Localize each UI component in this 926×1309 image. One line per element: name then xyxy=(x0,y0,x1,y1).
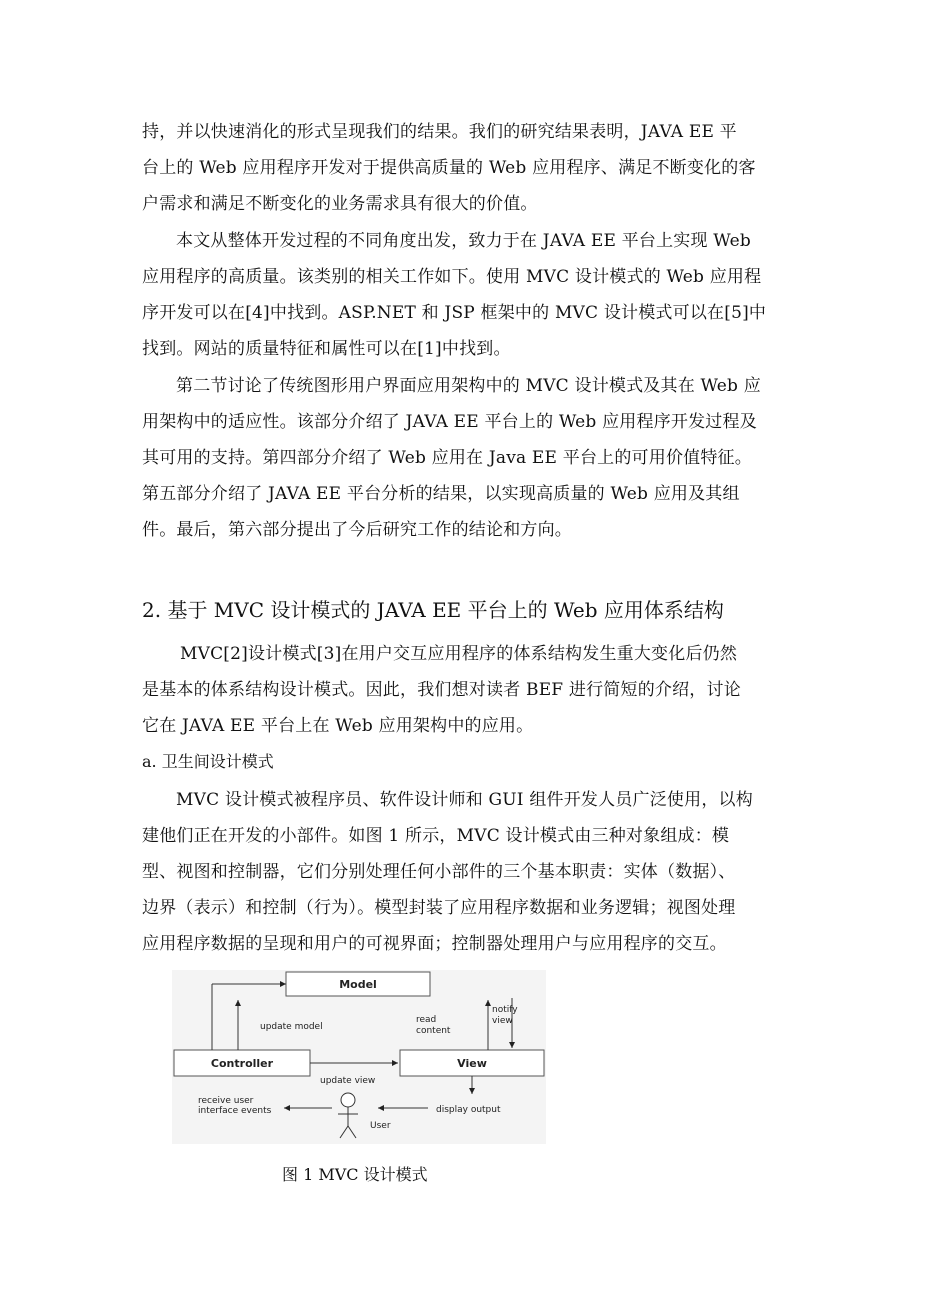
paragraph-3-line-5: 件。最后，第六部分提出了今后研究工作的结论和方向。 xyxy=(142,520,572,540)
section-paragraph-line-2: 是基本的体系结构设计模式。因此，我们想对读者 BEF 进行简短的介绍，讨论 xyxy=(142,680,741,700)
subsection-paragraph-line-1: MVC 设计模式被程序员、软件设计师和 GUI 组件开发人员广泛使用，以构 xyxy=(176,790,753,810)
subsection-paragraph-line-3: 型、视图和控制器，它们分别处理任何小部件的三个基本职责：实体（数据）、 xyxy=(142,862,736,882)
section-paragraph-line-3: 它在 JAVA EE 平台上在 Web 应用架构中的应用。 xyxy=(142,716,534,736)
receive-events-label-2: interface events xyxy=(198,1106,272,1116)
mvc-diagram xyxy=(172,970,546,1144)
read-content-label-1: read xyxy=(416,1015,437,1025)
read-content-label-2: content xyxy=(416,1026,451,1036)
paragraph-2-line-3: 序开发可以在[4]中找到。ASP.NET 和 JSP 框架中的 MVC 设计模式可以在[5]中 xyxy=(142,303,767,323)
mvc-diagram-svg xyxy=(172,970,546,1144)
user-icon xyxy=(338,1093,358,1138)
notify-view-label-2: view xyxy=(492,1016,513,1026)
subsection-heading: a. 卫生间设计模式 xyxy=(142,752,274,771)
receive-events-label-1: receive user xyxy=(198,1096,254,1106)
paragraph-1-line-1: 持，并以快速消化的形式呈现我们的结果。我们的研究结果表明，JAVA EE 平 xyxy=(142,122,737,142)
section-heading: 2. 基于 MVC 设计模式的 JAVA EE 平台上的 Web 应用体系结构 xyxy=(142,598,724,622)
paragraph-3-line-3: 其可用的支持。第四部分介绍了 Web 应用在 Java EE 平台上的可用价值特征。 xyxy=(142,448,752,468)
subsection-paragraph-line-5: 应用程序数据的呈现和用户的可视界面；控制器处理用户与应用程序的交互。 xyxy=(142,934,727,954)
subsection-paragraph-line-2: 建他们正在开发的小部件。如图 1 所示，MVC 设计模式由三种对象组成：模 xyxy=(142,826,730,846)
controller-label: Controller xyxy=(210,1057,274,1070)
user-label: User xyxy=(370,1121,391,1131)
update-model-label: update model xyxy=(260,1022,323,1032)
paragraph-2-line-4: 找到。网站的质量特征和属性可以在[1]中找到。 xyxy=(142,339,511,359)
view-label: View xyxy=(457,1057,487,1070)
paragraph-2-line-1: 本文从整体开发过程的不同角度出发，致力于在 JAVA EE 平台上实现 Web xyxy=(176,231,751,251)
paragraph-1-line-3: 户需求和满足不断变化的业务需求具有很大的价值。 xyxy=(142,194,538,214)
paragraph-1-line-2: 台上的 Web 应用程序开发对于提供高质量的 Web 应用程序、满足不断变化的客 xyxy=(142,158,756,178)
update-view-label: update view xyxy=(320,1076,376,1086)
notify-view-label-1: notify xyxy=(492,1005,518,1015)
paragraph-2-line-2: 应用程序的高质量。该类别的相关工作如下。使用 MVC 设计模式的 Web 应用程 xyxy=(142,267,762,287)
figure-caption: 图 1 MVC 设计模式 xyxy=(282,1165,428,1184)
subsection-paragraph-line-4: 边界（表示）和控制（行为）。模型封装了应用程序数据和业务逻辑；视图处理 xyxy=(142,898,736,918)
model-label: Model xyxy=(339,978,377,991)
section-paragraph-line-1: MVC[2]设计模式[3]在用户交互应用程序的体系结构发生重大变化后仍然 xyxy=(180,644,738,664)
paragraph-3-line-4: 第五部分介绍了 JAVA EE 平台分析的结果，以实现高质量的 Web 应用及其组 xyxy=(142,484,740,504)
paragraph-3-line-1: 第二节讨论了传统图形用户界面应用架构中的 MVC 设计模式及其在 Web 应 xyxy=(176,376,761,396)
display-output-label: display output xyxy=(436,1105,501,1115)
paragraph-3-line-2: 用架构中的适应性。该部分介绍了 JAVA EE 平台上的 Web 应用程序开发过程及 xyxy=(142,412,757,432)
